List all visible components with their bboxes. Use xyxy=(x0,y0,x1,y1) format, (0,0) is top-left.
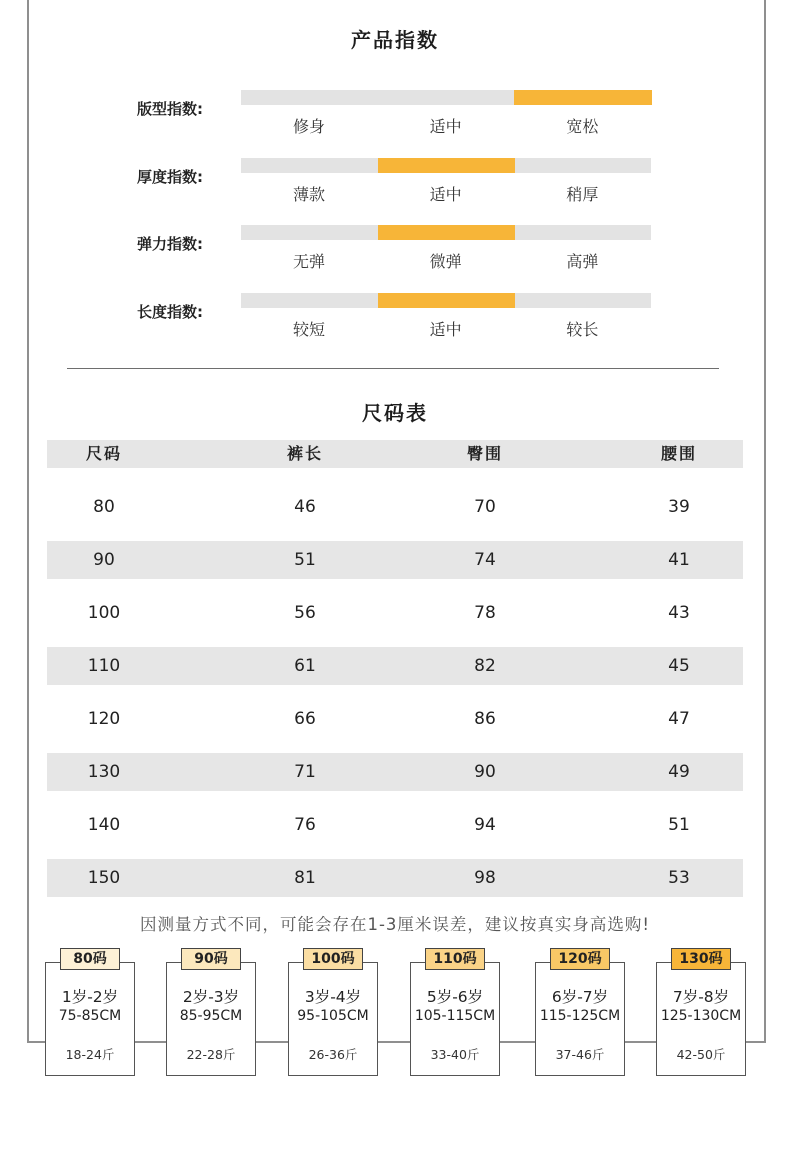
cell-size: 150 xyxy=(87,868,121,888)
index-fill-fit xyxy=(514,90,652,105)
size-table-title: 尺码表 xyxy=(362,401,428,425)
card-age: 5岁-6岁 xyxy=(426,988,484,1006)
cell-hip: 74 xyxy=(474,550,496,570)
card-age: 2岁-3岁 xyxy=(182,988,240,1006)
cell-waist: 51 xyxy=(668,815,690,835)
table-row xyxy=(47,806,743,844)
card-size-tag: 90码 xyxy=(181,948,241,970)
index-label-elasticity: 弹力指数: xyxy=(137,235,203,253)
index-bar-thickness xyxy=(241,158,651,173)
cell-waist: 45 xyxy=(668,656,690,676)
card-height: 75-85CM xyxy=(58,1008,122,1024)
table-row xyxy=(47,488,743,526)
cell-hip: 86 xyxy=(474,709,496,729)
card-age: 3岁-4岁 xyxy=(304,988,362,1006)
size-card xyxy=(656,962,746,1076)
card-height: 125-130CM xyxy=(660,1008,742,1024)
index-option-length-0: 较短 xyxy=(292,319,325,339)
frame-left-line xyxy=(27,0,29,1043)
card-size-tag: 110码 xyxy=(425,948,485,970)
size-card xyxy=(535,962,625,1076)
card-weight: 37-46斤 xyxy=(555,1047,605,1062)
index-label-thickness: 厚度指数: xyxy=(137,167,203,186)
card-age: 7岁-8岁 xyxy=(672,988,730,1006)
index-section-title: 产品指数 xyxy=(351,28,439,52)
cell-hip: 90 xyxy=(474,762,496,782)
card-weight: 22-28斤 xyxy=(186,1047,236,1062)
index-option-fit-1: 适中 xyxy=(429,117,462,136)
index-option-thickness-0: 薄款 xyxy=(292,184,325,204)
card-size-tag: 130码 xyxy=(671,948,731,970)
size-card xyxy=(166,962,256,1076)
cell-size: 130 xyxy=(87,762,121,782)
cell-pants-length: 56 xyxy=(294,603,316,623)
cell-size: 110 xyxy=(87,656,121,676)
cell-size: 140 xyxy=(87,815,121,835)
size-card xyxy=(288,962,378,1076)
index-option-elasticity-2: 高弹 xyxy=(566,252,599,271)
cell-hip: 82 xyxy=(474,656,496,676)
index-option-length-1: 适中 xyxy=(429,319,462,339)
cell-hip: 98 xyxy=(474,868,496,888)
header-pants-length: 裤长 xyxy=(286,444,323,463)
header-size: 尺码 xyxy=(85,444,122,463)
card-age: 1岁-2岁 xyxy=(61,988,119,1006)
cell-pants-length: 76 xyxy=(294,815,316,835)
table-row xyxy=(47,700,743,738)
cell-pants-length: 46 xyxy=(294,497,316,517)
table-row xyxy=(47,859,743,897)
index-option-length-2: 较长 xyxy=(566,319,599,339)
card-height: 105-115CM xyxy=(414,1008,496,1024)
cell-pants-length: 61 xyxy=(294,656,316,676)
card-height: 95-105CM xyxy=(297,1008,369,1024)
cell-pants-length: 81 xyxy=(294,868,316,888)
section-divider xyxy=(67,368,719,369)
index-fill-thickness xyxy=(378,158,516,173)
table-row xyxy=(47,594,743,632)
card-size-tag: 100码 xyxy=(303,948,363,970)
cell-waist: 41 xyxy=(668,550,690,570)
size-card xyxy=(410,962,500,1076)
card-size-tag: 80码 xyxy=(60,948,120,970)
index-option-fit-0: 修身 xyxy=(292,117,325,136)
cell-waist: 49 xyxy=(668,762,690,782)
cell-waist: 53 xyxy=(668,868,690,888)
table-row xyxy=(47,541,743,579)
cell-hip: 70 xyxy=(474,497,496,517)
index-option-fit-2: 宽松 xyxy=(566,117,599,136)
card-height: 85-95CM xyxy=(179,1008,243,1024)
cell-size: 80 xyxy=(93,497,115,517)
cell-size: 90 xyxy=(93,550,115,570)
index-bar-elasticity xyxy=(241,225,651,240)
index-option-thickness-1: 适中 xyxy=(429,184,462,204)
index-fill-elasticity xyxy=(378,225,516,240)
cell-pants-length: 51 xyxy=(294,550,316,570)
card-height: 115-125CM xyxy=(539,1008,621,1024)
header-waist: 腰围 xyxy=(660,444,697,463)
card-size-tag: 120码 xyxy=(550,948,610,970)
index-option-thickness-2: 稍厚 xyxy=(566,184,599,204)
cell-pants-length: 71 xyxy=(294,762,316,782)
index-option-elasticity-0: 无弹 xyxy=(292,252,325,271)
card-weight: 42-50斤 xyxy=(676,1047,726,1062)
size-table-header xyxy=(47,440,743,468)
table-row xyxy=(47,753,743,791)
index-label-fit: 版型指数: xyxy=(137,100,203,118)
index-bar-length xyxy=(241,293,651,308)
cell-hip: 78 xyxy=(474,603,496,623)
table-row xyxy=(47,647,743,685)
index-option-elasticity-1: 微弹 xyxy=(429,252,462,271)
frame-right-line xyxy=(764,0,766,1043)
cell-hip: 94 xyxy=(474,815,496,835)
cell-waist: 47 xyxy=(668,709,690,729)
cell-size: 120 xyxy=(87,709,121,729)
index-label-length: 长度指数: xyxy=(137,302,203,321)
cell-waist: 39 xyxy=(668,497,690,517)
cell-pants-length: 66 xyxy=(294,709,316,729)
index-fill-length xyxy=(378,293,516,308)
card-age: 6岁-7岁 xyxy=(551,988,609,1006)
cell-size: 100 xyxy=(87,603,121,623)
header-hip: 臀围 xyxy=(466,444,503,463)
cell-waist: 43 xyxy=(668,603,690,623)
size-card xyxy=(45,962,135,1076)
index-bar-fit xyxy=(241,90,651,105)
measurement-note: 因测量方式不同，可能会存在1-3厘米误差，建议按真实身高选购! xyxy=(139,915,651,934)
card-weight: 26-36斤 xyxy=(308,1047,358,1062)
card-weight: 33-40斤 xyxy=(430,1047,480,1062)
card-weight: 18-24斤 xyxy=(65,1047,115,1062)
